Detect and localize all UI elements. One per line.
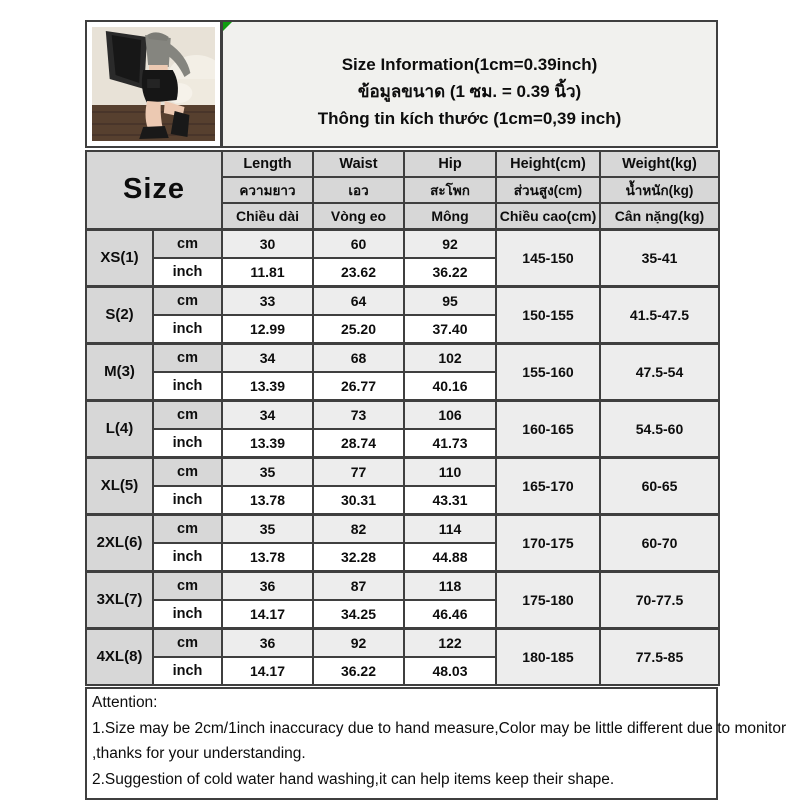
cm-value-cell: 34	[222, 343, 313, 372]
inch-value-cell: 30.31	[313, 486, 404, 515]
inch-value-cell: 11.81	[222, 258, 313, 287]
column-header-vi: Vòng eo	[313, 203, 404, 229]
unit-inch-cell: inch	[153, 543, 222, 572]
inch-value-cell: 14.17	[222, 657, 313, 686]
column-header-th: ความยาว	[222, 177, 313, 203]
header-row	[85, 20, 718, 148]
weight-range-cell: 35-41	[600, 229, 719, 286]
column-header-th: ส่วนสูง(cm)	[496, 177, 600, 203]
inch-value-cell: 43.31	[404, 486, 496, 515]
size-header-cell: Size	[86, 151, 222, 229]
unit-cm-cell: cm	[153, 229, 222, 258]
cm-value-cell: 102	[404, 343, 496, 372]
cm-value-cell: 114	[404, 514, 496, 543]
size-label-cell: L(4)	[86, 400, 153, 457]
title-cell	[221, 20, 718, 148]
inch-value-cell: 44.88	[404, 543, 496, 572]
cm-value-cell: 95	[404, 286, 496, 315]
inch-value-cell: 13.39	[222, 429, 313, 458]
inch-value-cell: 13.78	[222, 543, 313, 572]
height-range-cell: 165-170	[496, 457, 600, 514]
weight-range-cell: 60-70	[600, 514, 719, 571]
title-line-en: Size Information(1cm=0.39inch)	[341, 54, 598, 74]
column-header-en: Hip	[404, 151, 496, 177]
attention-box	[85, 687, 787, 800]
weight-range-cell: 41.5-47.5	[600, 286, 719, 343]
cm-value-cell: 34	[222, 400, 313, 429]
size-label-cell: S(2)	[86, 286, 153, 343]
unit-inch-cell: inch	[153, 372, 222, 401]
unit-inch-cell: inch	[153, 315, 222, 344]
height-range-cell: 155-160	[496, 343, 600, 400]
attention-note-1b: ,thanks for your understanding.	[92, 745, 306, 762]
unit-inch-cell: inch	[153, 600, 222, 629]
weight-range-cell: 70-77.5	[600, 571, 719, 628]
size-table	[85, 150, 720, 686]
column-header-th: เอว	[313, 177, 404, 203]
inch-value-cell: 12.99	[222, 315, 313, 344]
unit-cm-cell: cm	[153, 571, 222, 600]
size-table-body	[86, 151, 719, 685]
size-label-cell: 4XL(8)	[86, 628, 153, 685]
column-header-vi: Chiều dài	[222, 203, 313, 229]
column-header-th: สะโพก	[404, 177, 496, 203]
unit-cm-cell: cm	[153, 400, 222, 429]
cm-value-cell: 110	[404, 457, 496, 486]
cm-value-cell: 60	[313, 229, 404, 258]
title-line-th: ข้อมูลขนาด (1 ซม. = 0.39 นิ้ว)	[357, 81, 582, 101]
column-header-th: น้ำหนัก(kg)	[600, 177, 719, 203]
column-header-en: Waist	[313, 151, 404, 177]
height-range-cell: 145-150	[496, 229, 600, 286]
height-range-cell: 180-185	[496, 628, 600, 685]
product-photo-cell	[85, 20, 222, 148]
title-line-vi: Thông tin kích thước (1cm=0,39 inch)	[317, 108, 622, 128]
inch-value-cell: 48.03	[404, 657, 496, 686]
cm-value-cell: 36	[222, 628, 313, 657]
inch-value-cell: 36.22	[313, 657, 404, 686]
inch-value-cell: 32.28	[313, 543, 404, 572]
height-range-cell: 150-155	[496, 286, 600, 343]
size-label-cell: XL(5)	[86, 457, 153, 514]
height-range-cell: 175-180	[496, 571, 600, 628]
inch-value-cell: 40.16	[404, 372, 496, 401]
unit-inch-cell: inch	[153, 258, 222, 287]
cm-value-cell: 106	[404, 400, 496, 429]
size-label-cell: 3XL(7)	[86, 571, 153, 628]
height-range-cell: 160-165	[496, 400, 600, 457]
weight-range-cell: 77.5-85	[600, 628, 719, 685]
height-range-cell: 170-175	[496, 514, 600, 571]
cm-value-cell: 82	[313, 514, 404, 543]
cm-value-cell: 87	[313, 571, 404, 600]
cm-value-cell: 122	[404, 628, 496, 657]
column-header-en: Weight(kg)	[600, 151, 719, 177]
cm-value-cell: 64	[313, 286, 404, 315]
product-photo-image	[92, 27, 215, 141]
unit-cm-cell: cm	[153, 628, 222, 657]
cm-value-cell: 36	[222, 571, 313, 600]
inch-value-cell: 13.78	[222, 486, 313, 515]
cm-value-cell: 35	[222, 457, 313, 486]
inch-value-cell: 34.25	[313, 600, 404, 629]
size-label-cell: XS(1)	[86, 229, 153, 286]
cm-value-cell: 77	[313, 457, 404, 486]
weight-range-cell: 47.5-54	[600, 343, 719, 400]
cm-value-cell: 73	[313, 400, 404, 429]
size-label-cell: 2XL(6)	[86, 514, 153, 571]
green-corner-marker-icon	[223, 22, 232, 31]
column-header-vi: Chiều cao(cm)	[496, 203, 600, 229]
unit-inch-cell: inch	[153, 429, 222, 458]
cm-value-cell: 33	[222, 286, 313, 315]
cm-value-cell: 68	[313, 343, 404, 372]
size-label-cell: M(3)	[86, 343, 153, 400]
attention-note-2: 2.Suggestion of cold water hand washing,it can help items keep their shape.	[92, 770, 615, 788]
column-header-en: Height(cm)	[496, 151, 600, 177]
unit-cm-cell: cm	[153, 343, 222, 372]
cm-value-cell: 118	[404, 571, 496, 600]
weight-range-cell: 60-65	[600, 457, 719, 514]
size-chart-sheet	[85, 20, 787, 800]
cm-value-cell: 92	[313, 628, 404, 657]
inch-value-cell: 46.46	[404, 600, 496, 629]
inch-value-cell: 23.62	[313, 258, 404, 287]
cm-value-cell: 35	[222, 514, 313, 543]
column-header-vi: Cân nặng(kg)	[600, 203, 719, 229]
unit-inch-cell: inch	[153, 657, 222, 686]
inch-value-cell: 13.39	[222, 372, 313, 401]
cm-value-cell: 30	[222, 229, 313, 258]
unit-cm-cell: cm	[153, 286, 222, 315]
inch-value-cell: 37.40	[404, 315, 496, 344]
cm-value-cell: 92	[404, 229, 496, 258]
unit-cm-cell: cm	[153, 514, 222, 543]
inch-value-cell: 36.22	[404, 258, 496, 287]
unit-inch-cell: inch	[153, 486, 222, 515]
inch-value-cell: 26.77	[313, 372, 404, 401]
inch-value-cell: 25.20	[313, 315, 404, 344]
column-header-en: Length	[222, 151, 313, 177]
inch-value-cell: 41.73	[404, 429, 496, 458]
column-header-vi: Mông	[404, 203, 496, 229]
unit-cm-cell: cm	[153, 457, 222, 486]
weight-range-cell: 54.5-60	[600, 400, 719, 457]
inch-value-cell: 28.74	[313, 429, 404, 458]
attention-note-1: 1.Size may be 2cm/1inch inaccuracy due to hand measure,Color may be little different due to monitor	[92, 719, 787, 737]
inch-value-cell: 14.17	[222, 600, 313, 629]
attention-heading: Attention:	[92, 694, 158, 711]
